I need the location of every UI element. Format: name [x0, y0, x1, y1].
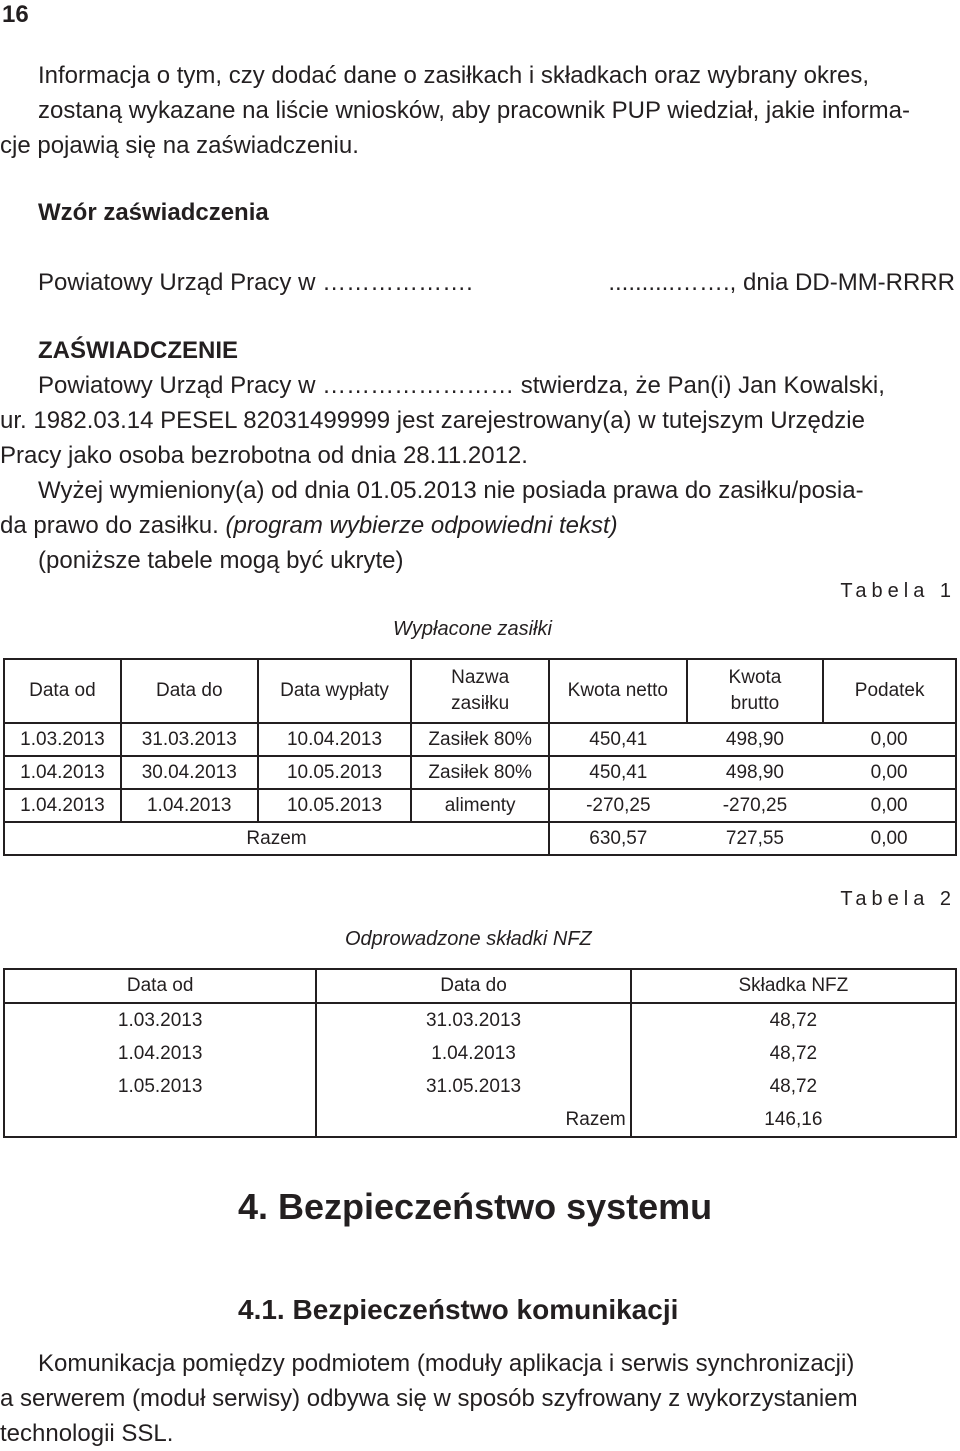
cert-line: [0, 508, 885, 543]
table-cell: 10.04.2013: [258, 723, 412, 756]
table-cell: 1.04.2013: [316, 1037, 630, 1070]
table1-caption: Wypłacone zasiłki: [393, 618, 552, 640]
table-cell: 1.04.2013: [4, 1037, 316, 1070]
table-cell: -270,25: [687, 789, 824, 822]
intro-line: Informacja o tym, czy dodać dane o zasiłkach i składkach oraz wybrany okres,: [38, 62, 870, 89]
table-total-row: [4, 1103, 956, 1137]
table-cell: -270,25: [549, 789, 687, 822]
cert-line: Wyżej wymieniony(a) od dnia 01.05.2013 nie posiada prawa do zasiłku/posia-: [38, 477, 864, 504]
table-cell: 48,72: [631, 1003, 956, 1037]
table-cell: 1.04.2013: [4, 789, 121, 822]
col-header: Data do: [121, 659, 258, 723]
table-cell: 450,41: [549, 756, 687, 789]
table-cell: 450,41: [549, 723, 687, 756]
table-row: [4, 723, 956, 756]
table-cell: 31.03.2013: [316, 1003, 630, 1037]
table-row: [4, 1070, 956, 1103]
table-row: [4, 1003, 956, 1037]
closing-paragraph: [0, 1346, 858, 1451]
closing-line: Komunikacja pomiędzy podmiotem (moduły aplikacja i serwis synchronizacji): [38, 1350, 855, 1377]
table2-caption: Odprowadzone składki NFZ: [345, 928, 592, 950]
table-cell: 498,90: [687, 723, 824, 756]
cert-line-note: (program wybierze odpowiedni tekst): [225, 512, 618, 539]
closing-line: technologii SSL.: [0, 1420, 174, 1447]
col-header: Data od: [4, 969, 316, 1003]
page-number: 16: [2, 1, 29, 28]
col-header: Kwota brutto: [687, 659, 824, 723]
table-cell: 48,72: [631, 1037, 956, 1070]
total-brutto: 727,55: [687, 822, 824, 855]
cert-line: (poniższe tabele mogą być ukryte): [38, 547, 404, 574]
table-cell: 498,90: [687, 756, 824, 789]
table-cell: 1.04.2013: [121, 789, 258, 822]
table-cell: 48,72: [631, 1070, 956, 1103]
cert-line: ur. 1982.03.14 PESEL 82031499999 jest zarejestrowany(a) w tutejszym Urzędzie: [0, 407, 865, 434]
table-cell: Zasiłek 80%: [411, 756, 549, 789]
col-header: Data od: [4, 659, 121, 723]
template-heading: Wzór zaświadczenia: [38, 199, 269, 226]
table-header-row: [4, 659, 956, 723]
intro-line: zostaną wykazane na liście wniosków, aby pracownik PUP wiedział, jakie informa-: [38, 97, 910, 124]
table-cell: Zasiłek 80%: [411, 723, 549, 756]
col-header: Kwota netto: [549, 659, 687, 723]
col-header: Składka NFZ: [631, 969, 956, 1003]
intro-line: cje pojawią się na zaświadczeniu.: [0, 132, 359, 159]
table-total-row: [4, 822, 956, 855]
col-header: Data do: [316, 969, 630, 1003]
table-cell: 1.03.2013: [4, 723, 121, 756]
table-cell: [4, 1103, 316, 1137]
table-row: [4, 789, 956, 822]
table-cell: 30.04.2013: [121, 756, 258, 789]
table-cell: 10.05.2013: [258, 756, 412, 789]
table-cell: 10.05.2013: [258, 789, 412, 822]
table-cell: 1.04.2013: [4, 756, 121, 789]
section-heading: 4. Bezpieczeństwo systemu: [238, 1186, 713, 1227]
total-label: Razem: [4, 822, 549, 855]
total-value: 146,16: [631, 1103, 956, 1137]
nfz-table: [3, 968, 957, 1138]
table-cell: 1.03.2013: [4, 1003, 316, 1037]
total-label: Razem: [316, 1103, 630, 1137]
table1-label: Tabela 1: [840, 580, 956, 602]
benefits-table: [3, 658, 957, 856]
table2-label: Tabela 2: [840, 888, 956, 910]
total-netto: 630,57: [549, 822, 687, 855]
subsection-heading: 4.1. Bezpieczeństwo komunikacji: [238, 1294, 679, 1325]
table-cell: alimenty: [411, 789, 549, 822]
table-cell: 1.05.2013: [4, 1070, 316, 1103]
cert-paragraph: [0, 368, 885, 578]
col-header: Podatek: [823, 659, 956, 723]
table-cell: 0,00: [823, 789, 956, 822]
closing-line: a serwerem (moduł serwisy) odbywa się w sposób szyfrowany z wykorzystaniem: [0, 1385, 858, 1412]
office-line-right: ..........……., dnia DD-MM-RRRR: [608, 269, 955, 296]
cert-line: Pracy jako osoba bezrobotna od dnia 28.11.2012.: [0, 442, 528, 469]
cert-line-text: da prawo do zasiłku.: [0, 512, 219, 539]
intro-paragraph: [0, 58, 910, 163]
table-cell: 0,00: [823, 723, 956, 756]
table-row: [4, 1037, 956, 1070]
office-line-left: Powiatowy Urząd Pracy w ……………….: [38, 269, 473, 296]
table-cell: 0,00: [823, 756, 956, 789]
col-header: Nazwa zasiłku: [411, 659, 549, 723]
table-cell: 31.05.2013: [316, 1070, 630, 1103]
table-cell: 31.03.2013: [121, 723, 258, 756]
cert-line: Powiatowy Urząd Pracy w …………………… stwierdza, że Pan(i) Jan Kowalski,: [38, 372, 885, 399]
cert-title: ZAŚWIADCZENIE: [38, 337, 238, 364]
col-header: Data wypłaty: [258, 659, 412, 723]
total-podatek: 0,00: [823, 822, 956, 855]
table-header-row: [4, 969, 956, 1003]
table-row: [4, 756, 956, 789]
